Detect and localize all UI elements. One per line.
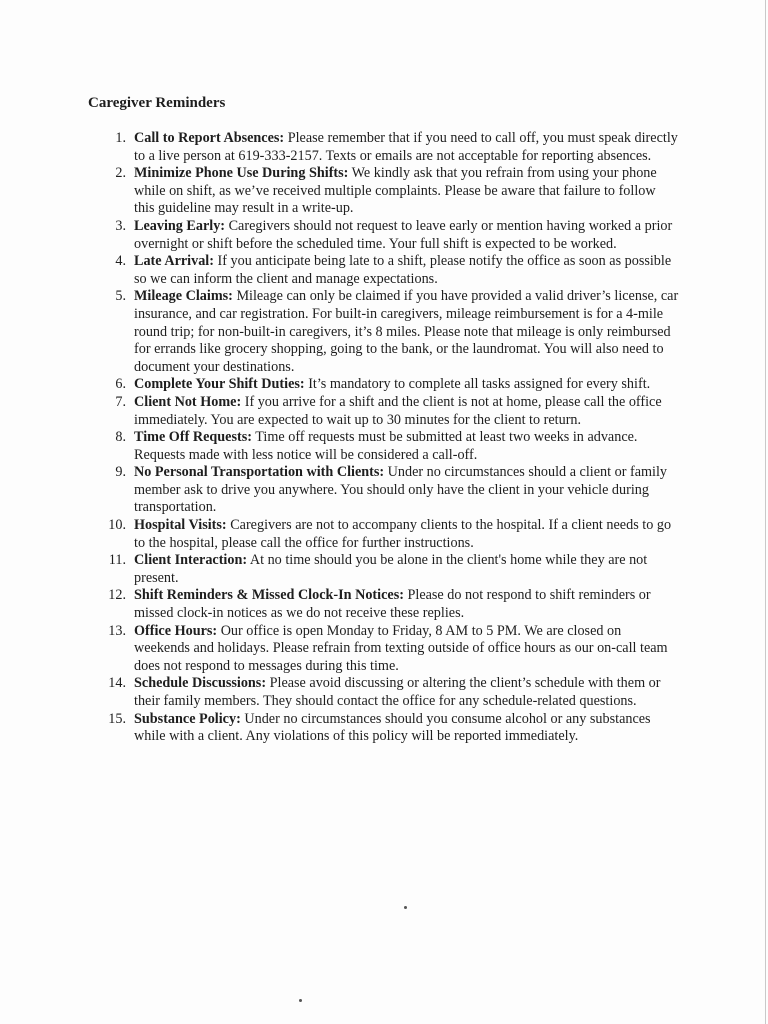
item-text: At no time should you be alone in the client's home while they are not present. — [134, 552, 648, 586]
document-heading: Caregiver Reminders — [88, 95, 226, 111]
item-number: 10. — [108, 517, 126, 534]
item-number: 11. — [108, 552, 126, 569]
item-text: Caregivers should not request to leave early or mention having worked a prior overnight or shift before the scheduled time. Your full shift is expected to be worked. — [134, 217, 673, 252]
list-item — [108, 517, 679, 552]
item-number: 9. — [115, 464, 126, 481]
item-text: Our office is open Monday to Friday, 8 AM to 5 PM. We are closed on weekends and holidays. Please refrain from texting outside of office hours as our on-call team does not respond to messages during this time. — [134, 622, 668, 674]
item-title: Leaving Early: — [134, 217, 226, 234]
item-text: If you anticipate being late to a shift, please notify the office as soon as possible so we can inform the client and manage expectations. — [134, 253, 672, 287]
list-item — [108, 710, 679, 746]
item-title: Minimize Phone Use During Shifts: — [134, 165, 349, 182]
item-title: Substance Policy: — [134, 710, 241, 727]
item-text: Under no circumstances should a client or family member ask to drive you anywhere. You should only have the client in your vehicle during transportation. — [134, 464, 668, 516]
item-title: Call to Report Absences: — [134, 130, 285, 146]
list-item — [108, 552, 679, 587]
item-text: It’s mandatory to complete all tasks assigned for every shift. — [304, 376, 651, 393]
list-item — [108, 587, 679, 622]
item-title: Late Arrival: — [134, 253, 214, 270]
item-number: 2. — [115, 165, 126, 182]
item-text: Mileage can only be claimed if you have provided a valid driver’s license, car insurance, and car registration. For built-in caregivers, mileage reimbursement is for a 4-mile round trip; for non-built-in caregivers, it’s 8 miles. Please note that mileage is only reimbursed for errands like grocery shopping, going to the bank, or the laundromat. You will also need to document your destinations. — [134, 288, 679, 375]
item-title: Shift Reminders & Missed Clock-In Notices: — [134, 587, 404, 604]
item-title: Hospital Visits: — [134, 517, 227, 534]
list-item — [108, 622, 679, 676]
item-number: 3. — [115, 217, 126, 234]
item-title: No Personal Transportation with Clients: — [134, 464, 385, 481]
item-number: 4. — [115, 253, 126, 270]
item-number: 5. — [115, 288, 126, 305]
list-item — [115, 165, 679, 218]
item-text: Please remember that if you need to call off, you must speak directly to a live person at 619-333-2157. Texts or emails are not acceptable for reporting absences. — [134, 130, 678, 164]
item-text: Please do not respond to shift reminders or missed clock-in notices as we do not receive these replies. — [134, 587, 651, 622]
item-number: 8. — [115, 429, 126, 446]
list-item — [115, 464, 679, 517]
item-number: 1. — [115, 130, 126, 146]
item-number: 7. — [115, 393, 126, 410]
item-number: 12. — [108, 587, 126, 604]
reminders-list — [108, 130, 679, 746]
item-text: Time off requests must be submitted at least two weeks in advance. Requests made with less notice will be considered a call-off. — [134, 429, 638, 463]
item-text: If you arrive for a shift and the client is not at home, please call the office immediately. You are expected to wait up to 30 minutes for the client to return. — [134, 393, 662, 428]
list-item — [115, 130, 679, 165]
item-title: Mileage Claims: — [134, 288, 233, 305]
item-title: Complete Your Shift Duties: — [134, 376, 305, 393]
item-title: Client Interaction: — [134, 552, 248, 569]
item-number: 6. — [115, 376, 126, 393]
list-item — [115, 217, 679, 253]
page-edge-line — [765, 0, 766, 1024]
item-title: Client Not Home: — [134, 393, 242, 410]
list-item — [115, 393, 679, 429]
list-item — [108, 675, 679, 710]
item-title: Schedule Discussions: — [134, 675, 267, 692]
list-item — [115, 376, 679, 394]
item-title: Time Off Requests: — [134, 429, 252, 446]
item-text: We kindly ask that you refrain from using your phone while on shift, as we’ve received multiple complaints. Please be aware that failure to follow this guideline may result in a write-up. — [134, 165, 657, 217]
item-text: Caregivers are not to accompany clients to the hospital. If a client needs to go to the hospital, please call the office for further instructions. — [134, 517, 672, 551]
list-item — [115, 253, 679, 288]
item-number: 14. — [108, 675, 126, 692]
scan-speck — [404, 906, 407, 909]
list-item — [115, 429, 679, 464]
item-title: Office Hours: — [134, 622, 218, 639]
item-text: Under no circumstances should you consume alcohol or any substances while with a client. Any violations of this policy will be reported immediately. — [134, 710, 651, 745]
item-number: 13. — [108, 622, 126, 639]
scan-speck — [299, 999, 302, 1002]
list-item — [115, 288, 679, 376]
item-text: Please avoid discussing or altering the client’s schedule with them or their family members. They should contact the office for any schedule-related questions. — [134, 675, 661, 709]
item-number: 15. — [108, 710, 126, 727]
